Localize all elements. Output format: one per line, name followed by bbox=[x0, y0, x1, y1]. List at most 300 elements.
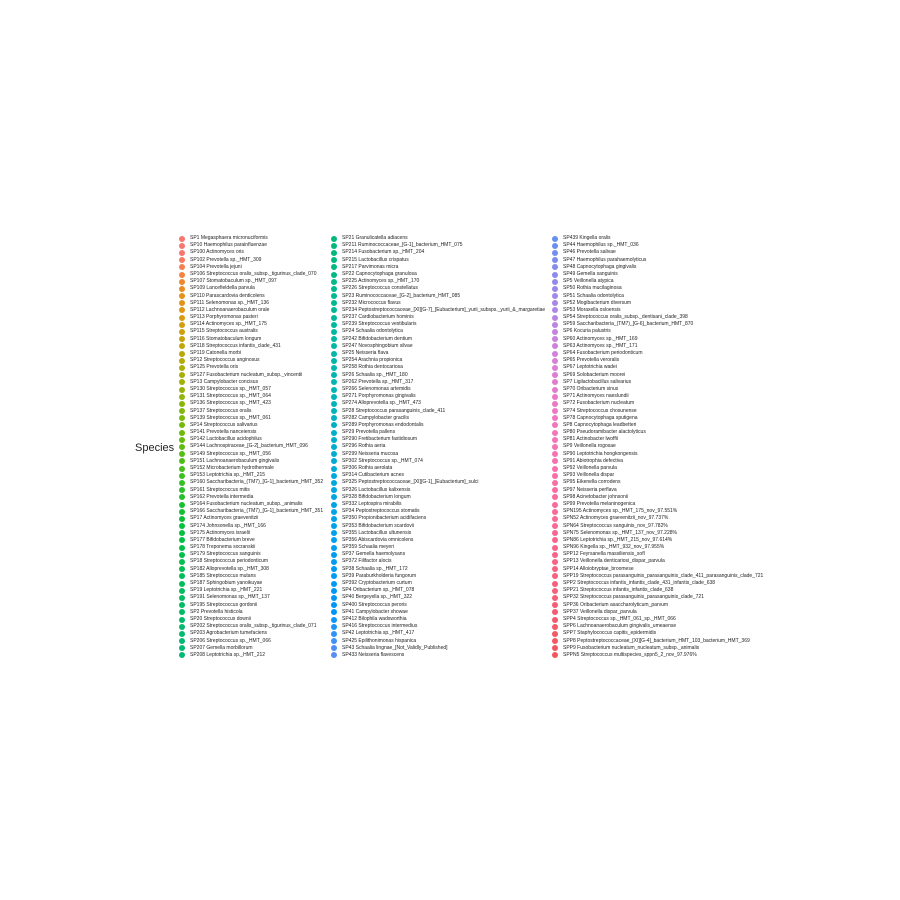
legend-item-label: SP81 Actinobacter lwoffii bbox=[563, 436, 618, 443]
legend-color-dot bbox=[552, 379, 558, 385]
legend-color-dot bbox=[179, 250, 185, 256]
legend-item-label: SPP13 Veillonella denticariosi_dispar_parvula bbox=[563, 558, 665, 565]
legend-item-label: SPN75 Selenomonas sp._HMT_137_nov_97.228% bbox=[563, 529, 677, 536]
legend-color-dot bbox=[331, 566, 337, 572]
legend-item-label: SP43 Schaalia lingnae_[Not_Validly_Published] bbox=[342, 644, 448, 651]
legend-color-dot bbox=[179, 480, 185, 486]
legend-item-label: SP110 Parascardovia denticolens bbox=[190, 292, 265, 299]
legend-color-dot bbox=[179, 617, 185, 623]
legend-color-dot bbox=[179, 552, 185, 558]
legend-item-label: SP131 Streptococcus sp._HMT_064 bbox=[190, 393, 271, 400]
legend-item-label: SP29 Prevotella pallens bbox=[342, 429, 396, 436]
legend-item-label: SP13 Campylobacter concisus bbox=[190, 378, 259, 385]
legend-color-dot bbox=[552, 537, 558, 543]
legend-item-label: SP23 Ruminococcaceae_[G-2]_bacterium_HMT_085 bbox=[342, 292, 461, 299]
legend-item-label: SP71 Actinomyces naeslundii bbox=[563, 393, 629, 400]
legend-item-label: SP50 Rothia mucilaginosa bbox=[563, 285, 622, 292]
legend-color-dot bbox=[331, 394, 337, 400]
legend-item-label: SP114 Actinomyces sp._HMT_175 bbox=[190, 321, 267, 328]
legend-item-label: SP38 Schaalia sp._HMT_172 bbox=[342, 565, 408, 572]
legend-color-dot bbox=[331, 401, 337, 407]
legend-color-dot bbox=[331, 638, 337, 644]
legend-item-label: SP175 Actinomyces israelii bbox=[190, 529, 251, 536]
legend-color-dot bbox=[331, 422, 337, 428]
legend-item-label: SP12 Streptococcus anginosus bbox=[190, 357, 260, 364]
legend-item-label: SP142 Lactobacillus acidophilus bbox=[190, 436, 262, 443]
legend-item-label: SP359 Schaalia meyeri bbox=[342, 544, 394, 551]
legend-color-dot bbox=[179, 437, 185, 443]
legend-color-dot bbox=[552, 243, 558, 249]
legend-color-dot bbox=[331, 336, 337, 342]
legend-color-dot bbox=[331, 652, 337, 658]
legend-item-label: SPP19 Streptococcus parasanguinis_parasanguinis_clade_411_parasanguinis_clade_721 bbox=[563, 572, 764, 579]
legend-item-label: SP412 Bilophila wadsworthia bbox=[342, 615, 407, 622]
legend-item-label: SPP14 Alloiobryptae_broomese bbox=[563, 565, 634, 572]
legend-color-dot bbox=[552, 236, 558, 242]
legend-item-label: SP271 Porphyromonas gingivalis bbox=[342, 393, 416, 400]
legend-item-label: SP160 Saccharibacteria_(TM7)_[G-1]_bacterium_HMT_352 bbox=[190, 479, 324, 486]
legend-item-label: SP139 Streptococcus sp._HMT_061 bbox=[190, 414, 271, 421]
legend-item-label: SP100 Actinomyces oris bbox=[190, 249, 244, 256]
legend-item-label: SP232 Micrococcus flavus bbox=[342, 299, 401, 306]
legend-color-dot bbox=[552, 365, 558, 371]
legend-color-dot bbox=[552, 516, 558, 522]
legend-item-label: SP69 Solobacterium moorei bbox=[563, 371, 626, 378]
legend-color-dot bbox=[331, 624, 337, 630]
legend-item-label: SP20 Streptococcus downii bbox=[190, 615, 251, 622]
legend-color-dot bbox=[331, 365, 337, 371]
legend-item-label: SP161 Streptococcus mitis bbox=[190, 486, 250, 493]
legend-item-label: SP78 Capnocytophaga sputigena bbox=[563, 414, 638, 421]
legend-item-label: SP95 Eikenella corrodens bbox=[563, 479, 621, 486]
legend-item-label: SP151 Lachnoanaerobaculum gingivalis bbox=[190, 457, 280, 464]
legend-color-dot bbox=[552, 343, 558, 349]
legend-item-label: SP60 Actinomyces sp._HMT_169 bbox=[563, 335, 638, 342]
legend-item-label: SP208 Leptotrichia sp._HMT_212 bbox=[190, 651, 266, 658]
legend-color-dot bbox=[179, 336, 185, 342]
legend-color-dot bbox=[179, 358, 185, 364]
legend-item-label: SP72 Fusobacterium nucleatum bbox=[563, 400, 635, 407]
legend-item-label: SP433 Neisseria flavescens bbox=[342, 651, 405, 658]
legend-color-dot bbox=[552, 566, 558, 572]
legend-item-label: SP37 Gemella haemolysans bbox=[342, 551, 406, 558]
legend-item-label: SPP2 Streptococcus infantis_infantis_clade_431_infantis_clade_638 bbox=[563, 580, 716, 586]
legend-item-label: SP187 Sphingobium yanoikuyae bbox=[190, 580, 263, 586]
legend-item-label: SP90 Leptotrichia hongkongensis bbox=[563, 450, 638, 457]
legend-item-label: SPPN5 Streptococcus multispecies_sppn5_2_nov_97.976% bbox=[563, 651, 697, 658]
legend-item-label: SP65 Prevotella veroralis bbox=[563, 357, 620, 364]
legend-color-dot bbox=[179, 545, 185, 551]
legend-item-label: SP328 Bifidobacterium longum bbox=[342, 493, 411, 500]
legend-color-dot bbox=[331, 530, 337, 536]
legend-item-label: SP46 Prevotella salivae bbox=[563, 249, 616, 256]
legend-item-label: SP254 Arachnia propionica bbox=[342, 357, 403, 364]
legend-color-dot bbox=[552, 494, 558, 500]
legend-item-label: SP290 Fretibacterium fastidiosum bbox=[342, 436, 418, 443]
legend-item-label: SP174 Johnsonella sp._HMT_166 bbox=[190, 522, 266, 529]
legend-color-dot bbox=[331, 487, 337, 493]
legend-item-label: SP325 Peptostreptococcaceae_[XI][G-1]_[Eubacterium]_sulci bbox=[342, 479, 479, 486]
legend-color-dot bbox=[179, 473, 185, 479]
legend-color-dot bbox=[179, 444, 185, 450]
legend-color-dot bbox=[552, 387, 558, 393]
legend-color-dot bbox=[331, 617, 337, 623]
legend-color-dot bbox=[331, 588, 337, 594]
legend-item-label: SPP8 Peptostreptococcaceae_[XI][G-4]_bacterium_HMT_103_bacterium_HMT_369 bbox=[563, 637, 750, 644]
legend-color-dot bbox=[179, 645, 185, 651]
legend-color-dot bbox=[331, 516, 337, 522]
legend-item-label: SP8 Capnocytophaga leadbetteri bbox=[563, 421, 637, 428]
legend-item-label: SP112 Lachnoanaerobaculum orale bbox=[190, 306, 270, 313]
legend-item-label: SP25 Neisseria flava bbox=[342, 350, 389, 356]
legend-item-label: SP49 Gemella sanguinis bbox=[563, 270, 618, 277]
legend-color-dot bbox=[552, 264, 558, 270]
legend-item-label: SP6 Kocuria palustris bbox=[563, 328, 611, 335]
legend-color-dot bbox=[552, 372, 558, 378]
legend-color-dot bbox=[552, 437, 558, 443]
legend-item-label: SP98 Acinetobacter johnsonii bbox=[563, 493, 629, 500]
legend-item-label: SP207 Gemella morbillorum bbox=[190, 644, 253, 651]
legend-color-dot bbox=[331, 279, 337, 285]
legend-color-dot bbox=[331, 329, 337, 335]
legend-item-label: SP26 Schaalia sp._HMT_180 bbox=[342, 371, 408, 378]
legend-item-label: SP203 Agrobacterium tumefaciens bbox=[190, 630, 267, 637]
legend-color-dot bbox=[179, 379, 185, 385]
legend-color-dot bbox=[179, 272, 185, 278]
legend-item-label: SPP32 Streptococcus parasanguinis_parasanguinis_clade_721 bbox=[563, 594, 704, 601]
legend-item-label: SP14 Streptococcus salivarius bbox=[190, 421, 258, 428]
legend-color-dot bbox=[552, 358, 558, 364]
legend-item-label: SP153 Leptotrichia sp._HMT_215 bbox=[190, 472, 266, 479]
legend-color-dot bbox=[331, 581, 337, 587]
legend-color-dot bbox=[552, 545, 558, 551]
legend-item-label: SPP9 Fusobacterium nucleatum_nucleatum_subsp._animalis bbox=[563, 644, 700, 651]
legend-color-dot bbox=[331, 358, 337, 364]
legend-color-dot bbox=[179, 315, 185, 321]
legend-color-dot bbox=[179, 581, 185, 587]
legend-color-dot bbox=[331, 609, 337, 615]
legend-color-dot bbox=[331, 502, 337, 508]
legend-item-label: SP125 Prevotella oris bbox=[190, 364, 239, 371]
legend-color-dot bbox=[552, 322, 558, 328]
legend-color-dot bbox=[179, 509, 185, 515]
legend-item-label: SP242 Bifidobacterium dentium bbox=[342, 335, 413, 342]
legend-item-label: SPP36 Oribacterium asaccharolyticum_parvum bbox=[563, 601, 669, 608]
legend-item-label: SP74 Streptococcus chosunense bbox=[563, 407, 637, 414]
legend-item-label: SP274 Alloprevotella sp._HMT_473 bbox=[342, 400, 421, 407]
legend-color-dot bbox=[331, 236, 337, 242]
legend-item-label: SP202 Streptococcus oralis_subsp._tigurinus_clade_071 bbox=[190, 623, 317, 630]
legend-item-label: SP7 Ligilactobacillus salivarius bbox=[563, 378, 632, 385]
legend-color-dot bbox=[179, 372, 185, 378]
legend-item-label: SP262 Prevotella sp._HMT_317 bbox=[342, 378, 414, 385]
legend-color-dot bbox=[552, 415, 558, 421]
legend-color-dot bbox=[179, 422, 185, 428]
legend-item-label: SP299 Neisseria mucosa bbox=[342, 450, 399, 457]
legend-color-dot bbox=[179, 487, 185, 493]
legend-item-label: SP51 Schaalia odontolytica bbox=[563, 292, 624, 299]
legend-item-label: SP206 Streptococcus sp._HMT_066 bbox=[190, 637, 271, 644]
legend-color-dot bbox=[331, 494, 337, 500]
legend-item-label: SP102 Prevotella sp._HMT_309 bbox=[190, 256, 262, 263]
legend-color-dot bbox=[331, 573, 337, 579]
legend-color-dot bbox=[179, 609, 185, 615]
legend-color-dot bbox=[331, 264, 337, 270]
legend-item-label: SP164 Fusobacterium nucleatum_subsp._animalis bbox=[190, 500, 303, 507]
legend-item-label: SP52 Mogibacterium diversum bbox=[563, 299, 632, 306]
legend-color-dot bbox=[552, 444, 558, 450]
legend-item-label: SP53 Moraxella osloensis bbox=[563, 306, 621, 313]
legend-color-dot bbox=[552, 307, 558, 313]
legend-item-label: SP439 Kingella oralis bbox=[563, 235, 611, 241]
legend-item-label: SP54 Streptococcus oralis_subsp._dentisani_clade_398 bbox=[563, 314, 688, 321]
legend-color-dot bbox=[552, 480, 558, 486]
legend-color-dot bbox=[179, 236, 185, 242]
legend-color-dot bbox=[179, 537, 185, 543]
legend-color-dot bbox=[552, 595, 558, 601]
legend-color-dot bbox=[331, 322, 337, 328]
legend-item-label: SPP6 Lachnoanaerobaculum gingivalis_umeaense bbox=[563, 623, 677, 630]
legend-item-label: SP144 Lachnospiraceae_[G-2]_bacterium_HMT_096 bbox=[190, 443, 308, 450]
legend-item-label: SP67 Leptotrichia wadei bbox=[563, 364, 617, 371]
legend-item-label: SPP21 Streptococcus infantis_infantis_clade_638 bbox=[563, 587, 674, 594]
legend-color-dot bbox=[552, 286, 558, 292]
legend-item-label: SP234 Peptostreptococcaceae_[XI][G-7]_[Eubacterium]_yurii_subsps._yurii_&_margaretiae bbox=[342, 306, 546, 313]
legend-color-dot bbox=[552, 645, 558, 651]
legend-item-label: SP392 Cryptobacterium curtum bbox=[342, 580, 412, 586]
legend-color-dot bbox=[552, 573, 558, 579]
legend-color-dot bbox=[552, 466, 558, 472]
legend-color-dot bbox=[552, 617, 558, 623]
legend-color-dot bbox=[331, 257, 337, 263]
legend-item-label: SPN52 Actinomyces graevenitzii_nov_97.737% bbox=[563, 515, 669, 522]
legend-color-dot bbox=[179, 502, 185, 508]
legend-color-dot bbox=[331, 437, 337, 443]
legend-color-dot bbox=[179, 264, 185, 270]
legend-color-dot bbox=[552, 451, 558, 457]
legend-item-label: SP109 Lancefieldella parvula bbox=[190, 285, 255, 292]
legend-color-dot bbox=[331, 351, 337, 357]
legend-color-dot bbox=[179, 516, 185, 522]
legend-color-dot bbox=[552, 638, 558, 644]
legend-color-dot bbox=[179, 408, 185, 414]
legend-item-label: SP239 Streptococcus vestibularis bbox=[342, 321, 417, 328]
legend-item-label: SP416 Streptococcus intermedius bbox=[342, 623, 418, 630]
legend-color-dot bbox=[331, 272, 337, 278]
legend-color-dot bbox=[552, 530, 558, 536]
legend-item-label: SP137 Streptococcus oralis bbox=[190, 407, 252, 414]
legend-item-label: SP425 Epilithonimonas hispanica bbox=[342, 637, 417, 644]
legend-item-label: SP119 Catonella morbi bbox=[190, 350, 242, 356]
legend-color-dot bbox=[331, 509, 337, 515]
legend-color-dot bbox=[179, 387, 185, 393]
legend-color-dot bbox=[552, 458, 558, 464]
legend-color-dot bbox=[179, 307, 185, 313]
legend-color-dot bbox=[552, 272, 558, 278]
legend-color-dot bbox=[331, 466, 337, 472]
legend-item-label: SP91 Abiotrophia defectiva bbox=[563, 457, 624, 464]
legend-color-dot bbox=[179, 329, 185, 335]
legend-color-dot bbox=[179, 602, 185, 608]
legend-item-label: SP258 Rothia dentocariosa bbox=[342, 364, 403, 371]
legend-item-label: SP400 Streptococcus peroris bbox=[342, 601, 407, 608]
legend-color-dot bbox=[552, 293, 558, 299]
legend-item-label: SPN64 Streptococcus sanguinis_nov_97.782% bbox=[563, 522, 668, 529]
legend-item-label: SP178 Treponema socranskii bbox=[190, 544, 256, 551]
legend-item-label: SP116 Stomatobaculum longum bbox=[190, 335, 262, 342]
legend-color-dot bbox=[331, 545, 337, 551]
legend-item-label: SP136 Streptococcus sp._HMT_423 bbox=[190, 400, 271, 407]
legend-color-dot bbox=[552, 487, 558, 493]
legend-color-dot bbox=[179, 638, 185, 644]
legend-color-dot bbox=[179, 466, 185, 472]
legend-item-label: SP111 Selenomonas sp._HMT_136 bbox=[190, 299, 270, 306]
legend-item-label: SP5 Veillonella atypica bbox=[563, 278, 614, 285]
legend-item-label: SP282 Campylobacter gracilis bbox=[342, 414, 409, 421]
legend-color-dot bbox=[552, 502, 558, 508]
legend-item-label: SP59 Saccharibacteria_(TM7)_[G-6]_bacterium_HMT_870 bbox=[563, 321, 694, 328]
legend-color-dot bbox=[331, 307, 337, 313]
legend-color-dot bbox=[331, 645, 337, 651]
legend-item-label: SP182 Alloprevotella sp._HMT_308 bbox=[190, 565, 269, 572]
legend-color-dot bbox=[179, 566, 185, 572]
legend-item-label: SP47 Haemophilus parahaemolyticus bbox=[563, 256, 647, 263]
legend-item-label: SP356 Abiscardovia omnicolens bbox=[342, 536, 414, 543]
legend-color-dot bbox=[179, 365, 185, 371]
legend-color-dot bbox=[552, 394, 558, 400]
legend-color-dot bbox=[331, 473, 337, 479]
legend-color-dot bbox=[552, 652, 558, 658]
legend-color-dot bbox=[331, 602, 337, 608]
legend-color-dot bbox=[179, 523, 185, 529]
legend-item-label: SPP12 Feyrsanella massiliensis_sofl bbox=[563, 551, 645, 558]
legend-item-label: SP296 Rothia aeria bbox=[342, 443, 386, 450]
legend-item-label: SP104 Prevotella jejuni bbox=[190, 263, 242, 270]
legend-item-label: SP92 Veillonella parvula bbox=[563, 465, 617, 471]
legend-item-label: SP289 Porphyromonas endodontalis bbox=[342, 421, 424, 428]
legend-color-dot bbox=[331, 559, 337, 565]
legend-color-dot bbox=[331, 631, 337, 637]
legend-color-dot bbox=[552, 422, 558, 428]
legend-item-label: SP162 Prevotella intermedia bbox=[190, 493, 254, 500]
legend-color-dot bbox=[552, 602, 558, 608]
legend-item-label: SP19 Leptotrichia sp._HMT_221 bbox=[190, 587, 263, 594]
legend-color-dot bbox=[331, 343, 337, 349]
legend-color-dot bbox=[331, 293, 337, 299]
legend-color-dot bbox=[552, 315, 558, 321]
legend-color-dot bbox=[179, 257, 185, 263]
legend-item-label: SP214 Fusobacterium sp._HMT_204 bbox=[342, 249, 425, 256]
legend-item-label: SPP37 Veillonella dispar_parvula bbox=[563, 608, 637, 615]
legend-item-label: SP64 Fusobacterium periodonticum bbox=[563, 350, 643, 356]
legend-color-dot bbox=[331, 286, 337, 292]
legend-color-dot bbox=[552, 509, 558, 515]
legend-color-dot bbox=[552, 408, 558, 414]
legend-color-dot bbox=[179, 293, 185, 299]
legend-color-dot bbox=[552, 401, 558, 407]
legend-item-label: SP355 Lactobacillus ultunensis bbox=[342, 529, 412, 536]
legend-item-label: SP113 Porphyromonas pasteri bbox=[190, 314, 258, 321]
legend-color-dot bbox=[179, 624, 185, 630]
legend-color-dot bbox=[552, 609, 558, 615]
legend-item-label: SP9 Veillonella rogosae bbox=[563, 443, 616, 450]
legend-color-dot bbox=[552, 250, 558, 256]
legend-color-dot bbox=[552, 523, 558, 529]
legend-item-label: SP93 Veillonella dispar bbox=[563, 472, 615, 479]
legend-color-dot bbox=[179, 286, 185, 292]
legend-item-label: SP63 Actinomyces sp._HMT_171 bbox=[563, 342, 638, 349]
legend-item-label: SP179 Streptococcus sanguinis bbox=[190, 551, 261, 558]
legend-color-dot bbox=[179, 458, 185, 464]
legend-item-label: SP149 Streptococcus sp._HMT_056 bbox=[190, 450, 271, 457]
legend-item-label: SP195 Streptococcus gordonii bbox=[190, 601, 258, 608]
legend-color-dot bbox=[331, 451, 337, 457]
legend-color-dot bbox=[331, 480, 337, 486]
legend-color-dot bbox=[552, 430, 558, 436]
legend-item-label: SP217 Parvimonas micra bbox=[342, 263, 399, 270]
legend-color-dot bbox=[331, 243, 337, 249]
legend-item-label: SP39 Paraburkholderia fungorum bbox=[342, 572, 417, 579]
legend-color-dot bbox=[179, 430, 185, 436]
legend-color-dot bbox=[179, 595, 185, 601]
legend-item-label: SP1 Megasphaera micronuciformis bbox=[190, 235, 268, 241]
legend-item-label: SP247 Novosphingobium silvae bbox=[342, 342, 413, 349]
legend-item-label: SP34 Peptostreptococcus stomatis bbox=[342, 508, 420, 515]
legend-color-dot bbox=[552, 588, 558, 594]
legend-color-dot bbox=[552, 581, 558, 587]
legend-color-dot bbox=[179, 451, 185, 457]
legend-color-dot bbox=[179, 343, 185, 349]
legend-item-label: SP22 Capnocytophaga granulosa bbox=[342, 270, 417, 277]
legend-item-label: SP97 Neisseria perflava bbox=[563, 486, 617, 493]
legend-color-dot bbox=[179, 322, 185, 328]
legend-color-dot bbox=[179, 494, 185, 500]
legend-item-label: SP141 Prevotella nanceiensis bbox=[190, 429, 257, 436]
legend-item-label: SP152 Microbacterium hydrothermale bbox=[190, 465, 274, 471]
legend-item-label: SP177 Bifidobacterium breve bbox=[190, 536, 255, 543]
legend-color-dot bbox=[552, 300, 558, 306]
legend-item-label: SP353 Bifidobacterium scardovii bbox=[342, 522, 414, 529]
legend-color-dot bbox=[331, 315, 337, 321]
legend-color-dot bbox=[179, 588, 185, 594]
legend-item-label: SP372 Filifactor alocis bbox=[342, 558, 392, 565]
legend-item-label: SP21 Granulicatella adiacens bbox=[342, 235, 408, 241]
legend-color-dot bbox=[179, 631, 185, 637]
legend-color-dot bbox=[331, 250, 337, 256]
legend-item-label: SP225 Actinomyces sp._HMT_170 bbox=[342, 278, 420, 285]
legend-color-dot bbox=[331, 430, 337, 436]
legend-color-dot bbox=[552, 329, 558, 335]
legend-item-label: SP42 Leptotrichia sp._HMT_417 bbox=[342, 630, 415, 637]
legend-item-label: SP215 Lactobacillus crispatus bbox=[342, 256, 409, 263]
legend-item-label: SPP4 Streptococcus sp._HMT_061_sp._HMT_066 bbox=[563, 615, 676, 622]
legend-item-label: SPP7 Staphylococcus capitis_epidermidis bbox=[563, 630, 657, 637]
legend-item-label: SP226 Streptococcus constellatus bbox=[342, 285, 418, 292]
legend-item-label: SP44 Haemophilus sp._HMT_036 bbox=[563, 242, 639, 249]
legend-item-label: SP106 Streptococcus oralis_subsp._tigurinus_clade_070 bbox=[190, 270, 317, 277]
legend-item-label: SP306 Rothia aerolata bbox=[342, 465, 393, 471]
legend-item-label: SP80 Pseudoramibacter alactolyticus bbox=[563, 429, 646, 436]
legend-item-label: SPN96 Kingella sp._HMT_932_nov_97.955% bbox=[563, 544, 665, 551]
legend-color-dot bbox=[179, 394, 185, 400]
legend-item-label: SP332 Leptospira mirabilis bbox=[342, 500, 402, 507]
legend-color-dot bbox=[179, 559, 185, 565]
legend-item-label: SP17 Actinomyces graevenitzii bbox=[190, 515, 259, 522]
legend-color-dot bbox=[331, 372, 337, 378]
legend-item-label: SP99 Prevotella melaninogenica bbox=[563, 500, 636, 507]
legend-color-dot bbox=[331, 458, 337, 464]
legend-item-label: SP350 Propionibacterium acidifaciens bbox=[342, 515, 427, 522]
